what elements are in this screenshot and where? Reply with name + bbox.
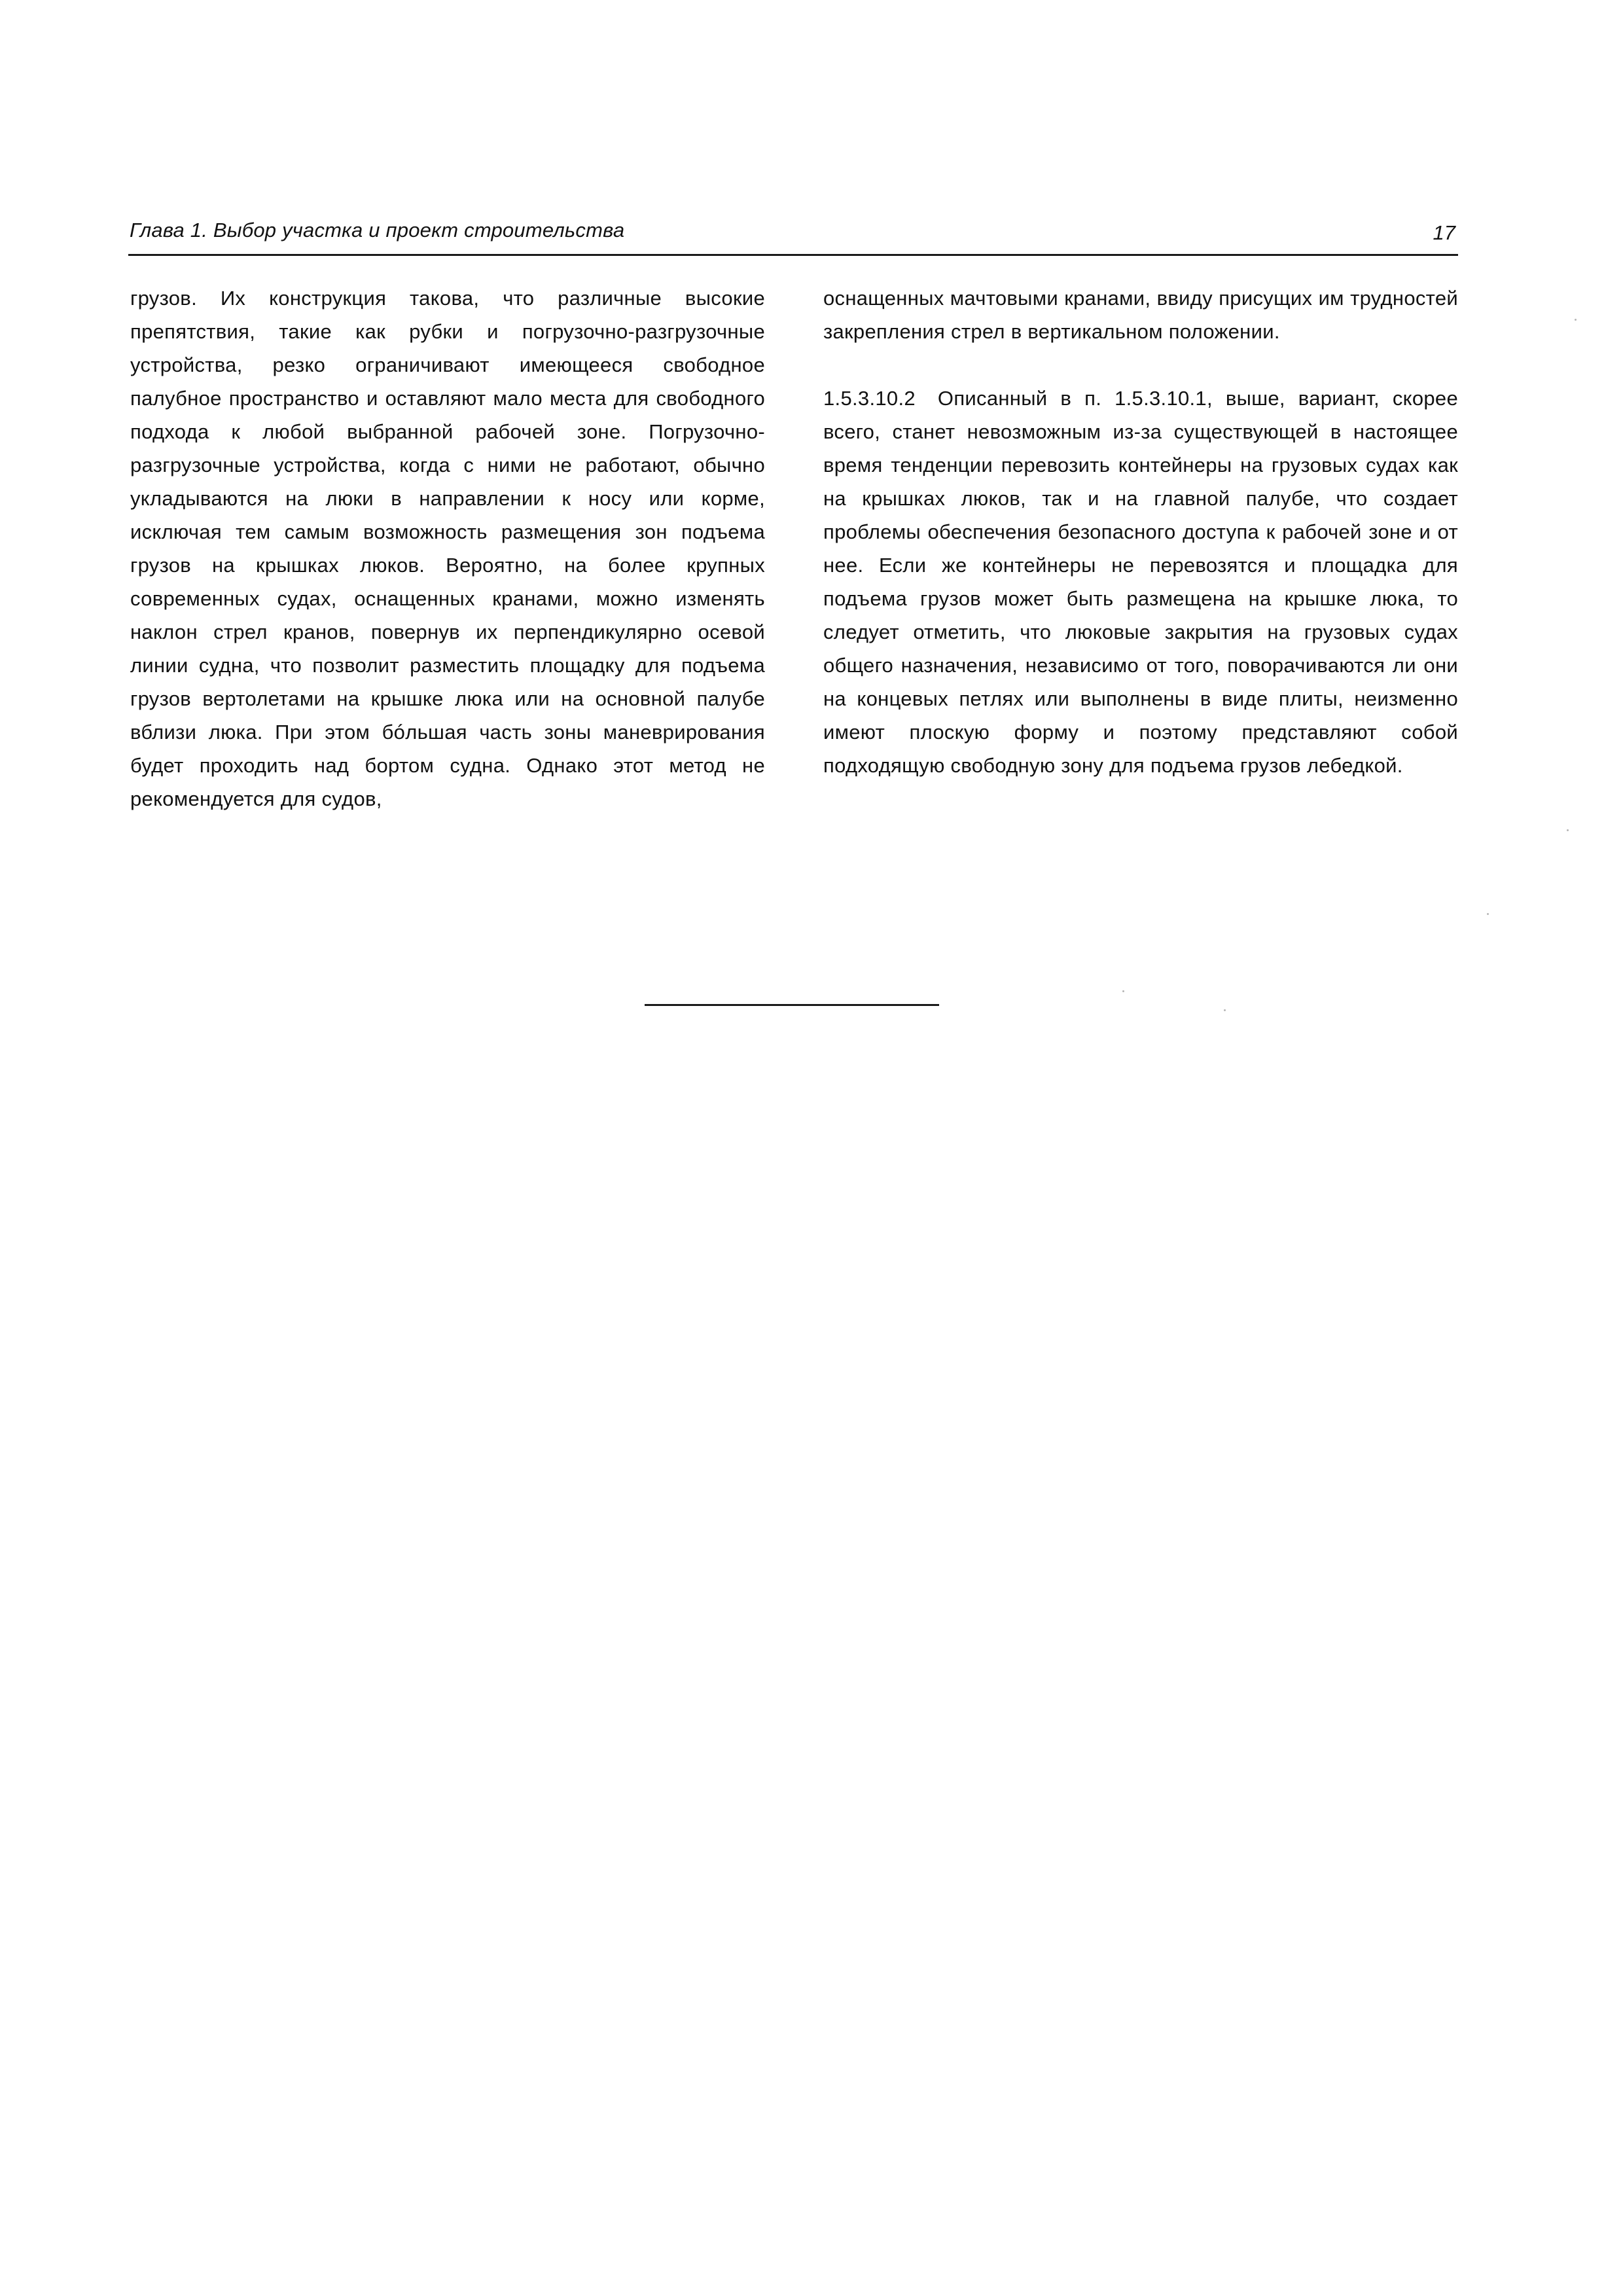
body-paragraph: грузов. Их конструкция такова, что различные высокие препятствия, такие как рубки и погрузочно-разгрузочные устройства, резко ограничивают имеющееся свободное палубное пространство и оставляют мало места для свободного подхода к любой выбранной рабочей зоне. Погрузочно-разгрузочные устройства, когда с ними не работают, обычно укладываются на люки в направлении к носу или корме, исключая тем самым возможность размещения зон подъема грузов на крышках люков. Вероятно, на более крупных современных судах, оснащенных кранами, можно изменять наклон стрел кранов, повернув их перпендикулярно осевой линии судна, что позволит разместить площадку для подъема грузов вертолетами на крышке люка или на основной палубе вблизи люка. При этом бóльшая часть зоны маневрирования будет проходить над бортом судна. Однако этот метод не рекомендуется для судов, [130,287,765,810]
running-title: Глава 1. Выбор участка и проект строительства [130,219,625,242]
continuation-paragraph: оснащенных мачтовыми кранами, ввиду присущих им трудностей закрепления стрел в вертикальном положении. [823,287,1458,343]
page-number: 17 [1433,221,1455,244]
scan-speck [1567,829,1569,831]
numbered-paragraph [823,382,1458,782]
running-header [128,215,1458,256]
paragraph-number: 1.5.3.10.2 [823,387,916,410]
scan-speck [1487,913,1489,915]
scan-speck [1122,990,1124,992]
paragraph-text: Описанный в п. 1.5.3.10.1, выше, вариант, скорее всего, станет невозможным из-за существующей в настоящее время тенденции перевозить контейнеры на грузовых судах как на крышках люков, так и на главной палубе, что создает проблемы обеспечения безопасного доступа к рабочей зоне и от нее. Если же контейнеры не перевозятся и площадка для подъема грузов может быть размещена на крышке люка, то следует отметить, что люковые закрытия на грузовых судах общего назначения, независимо от того, поворачиваются ли они на концевых петлях или выполнены в виде плиты, неизменно имеют плоскую форму и поэтому представляют собой подходящую свободную зону для подъема грузов лебедкой. [823,387,1458,777]
scan-speck [1575,319,1577,321]
left-column [130,281,765,816]
scan-speck [1224,1009,1226,1011]
right-column [823,281,1458,782]
section-end-rule [645,1004,939,1006]
